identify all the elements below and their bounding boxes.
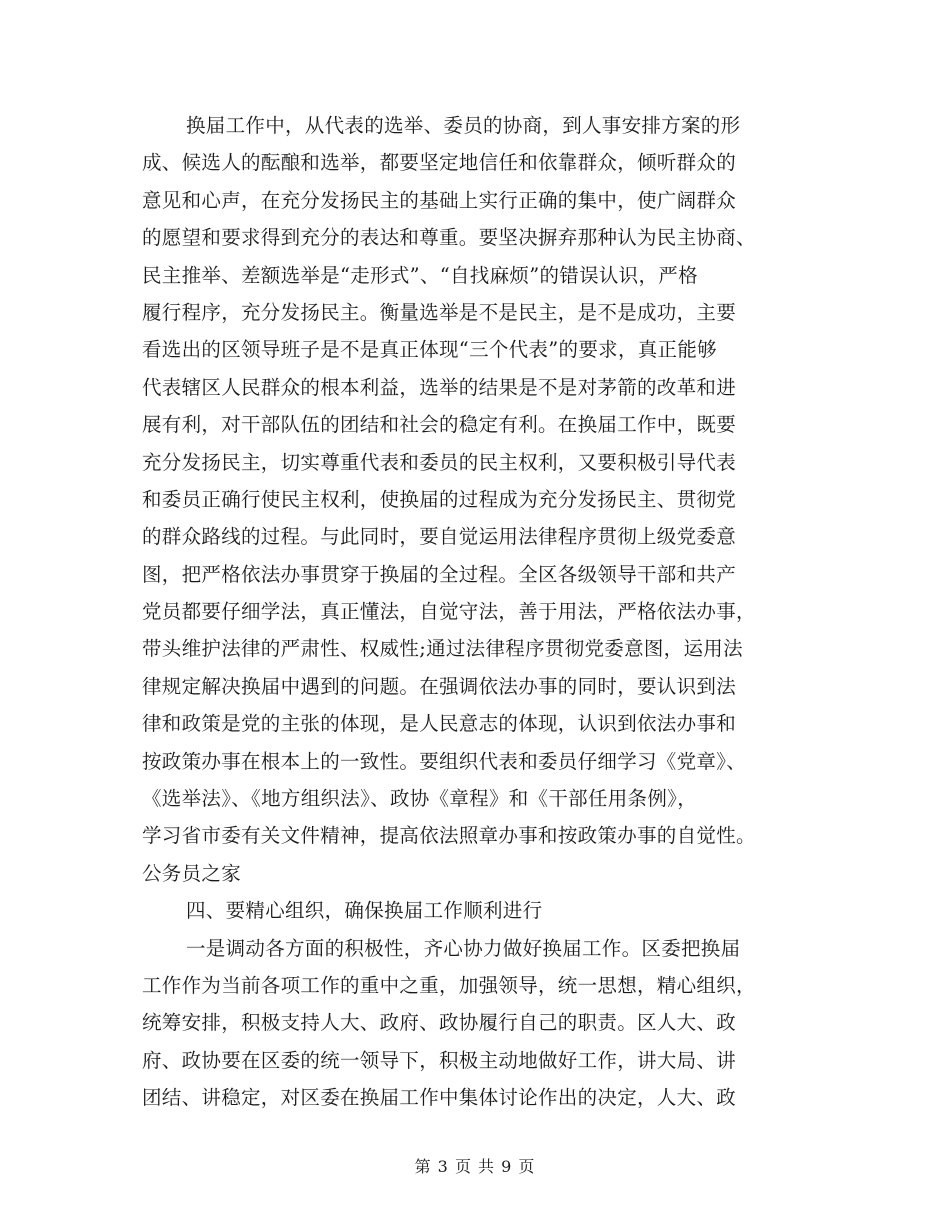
text-line: 图，把严格依法办事贯穿于换届的全过程。全区各级领导干部和共产 xyxy=(142,562,737,586)
text-line: 和委员正确行使民主权利，使换届的过程成为充分发扬民主、贯彻党 xyxy=(142,487,737,511)
text-line: 团结、讲稳定，对区委在换届工作中集体讨论作出的决定，人大、政 xyxy=(142,1086,737,1110)
text-line: 意见和心声，在充分发扬民主的基础上实行正确的集中，使广阔群众 xyxy=(142,188,737,212)
text-line: 律规定解决换届中遇到的问题。在强调依法办事的同时，要认识到法 xyxy=(142,674,737,698)
text-line: 学习省市委有关文件精神，提高依法照章办事和按政策办事的自觉性。 xyxy=(142,824,756,848)
text-line: 按政策办事在根本上的一致性。要组织代表和委员仔细学习《党章》、 xyxy=(142,749,747,773)
text-line: 看选出的区领导班子是不是真正体现“三个代表”的要求，真正能够 xyxy=(142,338,717,362)
text-line: 代表辖区人民群众的根本利益，选举的结果是不是对茅箭的改革和进 xyxy=(142,375,737,399)
text-line: 成、候选人的酝酿和选举，都要坚定地信任和依靠群众，倾听群众的 xyxy=(142,151,737,175)
text-line: 一是调动各方面的积极性，齐心协力做好换届工作。区委把换届 xyxy=(186,936,741,960)
text-line: 充分发扬民主，切实尊重代表和委员的民主权利，又要积极引导代表 xyxy=(142,450,737,474)
text-line: 工作作为当前各项工作的重中之重，加强领导，统一思想，精心组织， xyxy=(142,973,756,997)
text-line: 党员都要仔细学法，真正懂法，自觉守法，善于用法，严格依法办事， xyxy=(142,600,756,624)
text-line: 展有利，对干部队伍的团结和社会的稳定有利。在换届工作中，既要 xyxy=(142,413,737,437)
text-line: 换届工作中，从代表的选举、委员的协商，到人事安排方案的形 xyxy=(186,114,741,137)
text-line: 的愿望和要求得到充分的表达和尊重。要坚决摒弃那种认为民主协商、 xyxy=(142,226,756,250)
text-line: 的群众路线的过程。与此同时，要自觉运用法律程序贯彻上级党委意 xyxy=(142,525,737,549)
text-line: 履行程序，充分发扬民主。衡量选举是不是民主，是不是成功，主要 xyxy=(142,300,737,324)
section-heading: 四、要精心组织，确保换届工作顺利进行 xyxy=(186,899,543,923)
text-line: 统筹安排，积极支持人大、政府、政协履行自己的职责。区人大、政 xyxy=(142,1011,737,1035)
text-line: 律和政策是党的主张的体现，是人民意志的体现，认识到依法办事和 xyxy=(142,712,737,736)
text-line: 民主推举、差额选举是“走形式”、“自找麻烦”的错误认识，严格 xyxy=(142,263,698,287)
document-body xyxy=(142,107,812,1117)
text-line: 《选举法》、《地方组织法》、政协《章程》和《干部任用条例》， xyxy=(142,787,698,811)
text-line: 带头维护法律的严肃性、权威性;通过法律程序贯彻党委意图，运用法 xyxy=(142,637,743,661)
source-note: 公务员之家 xyxy=(142,861,242,885)
text-line: 府、政协要在区委的统一领导下，积极主动地做好工作，讲大局、讲 xyxy=(142,1048,737,1072)
page-number: 第 3 页 共 9 页 xyxy=(414,1157,536,1176)
